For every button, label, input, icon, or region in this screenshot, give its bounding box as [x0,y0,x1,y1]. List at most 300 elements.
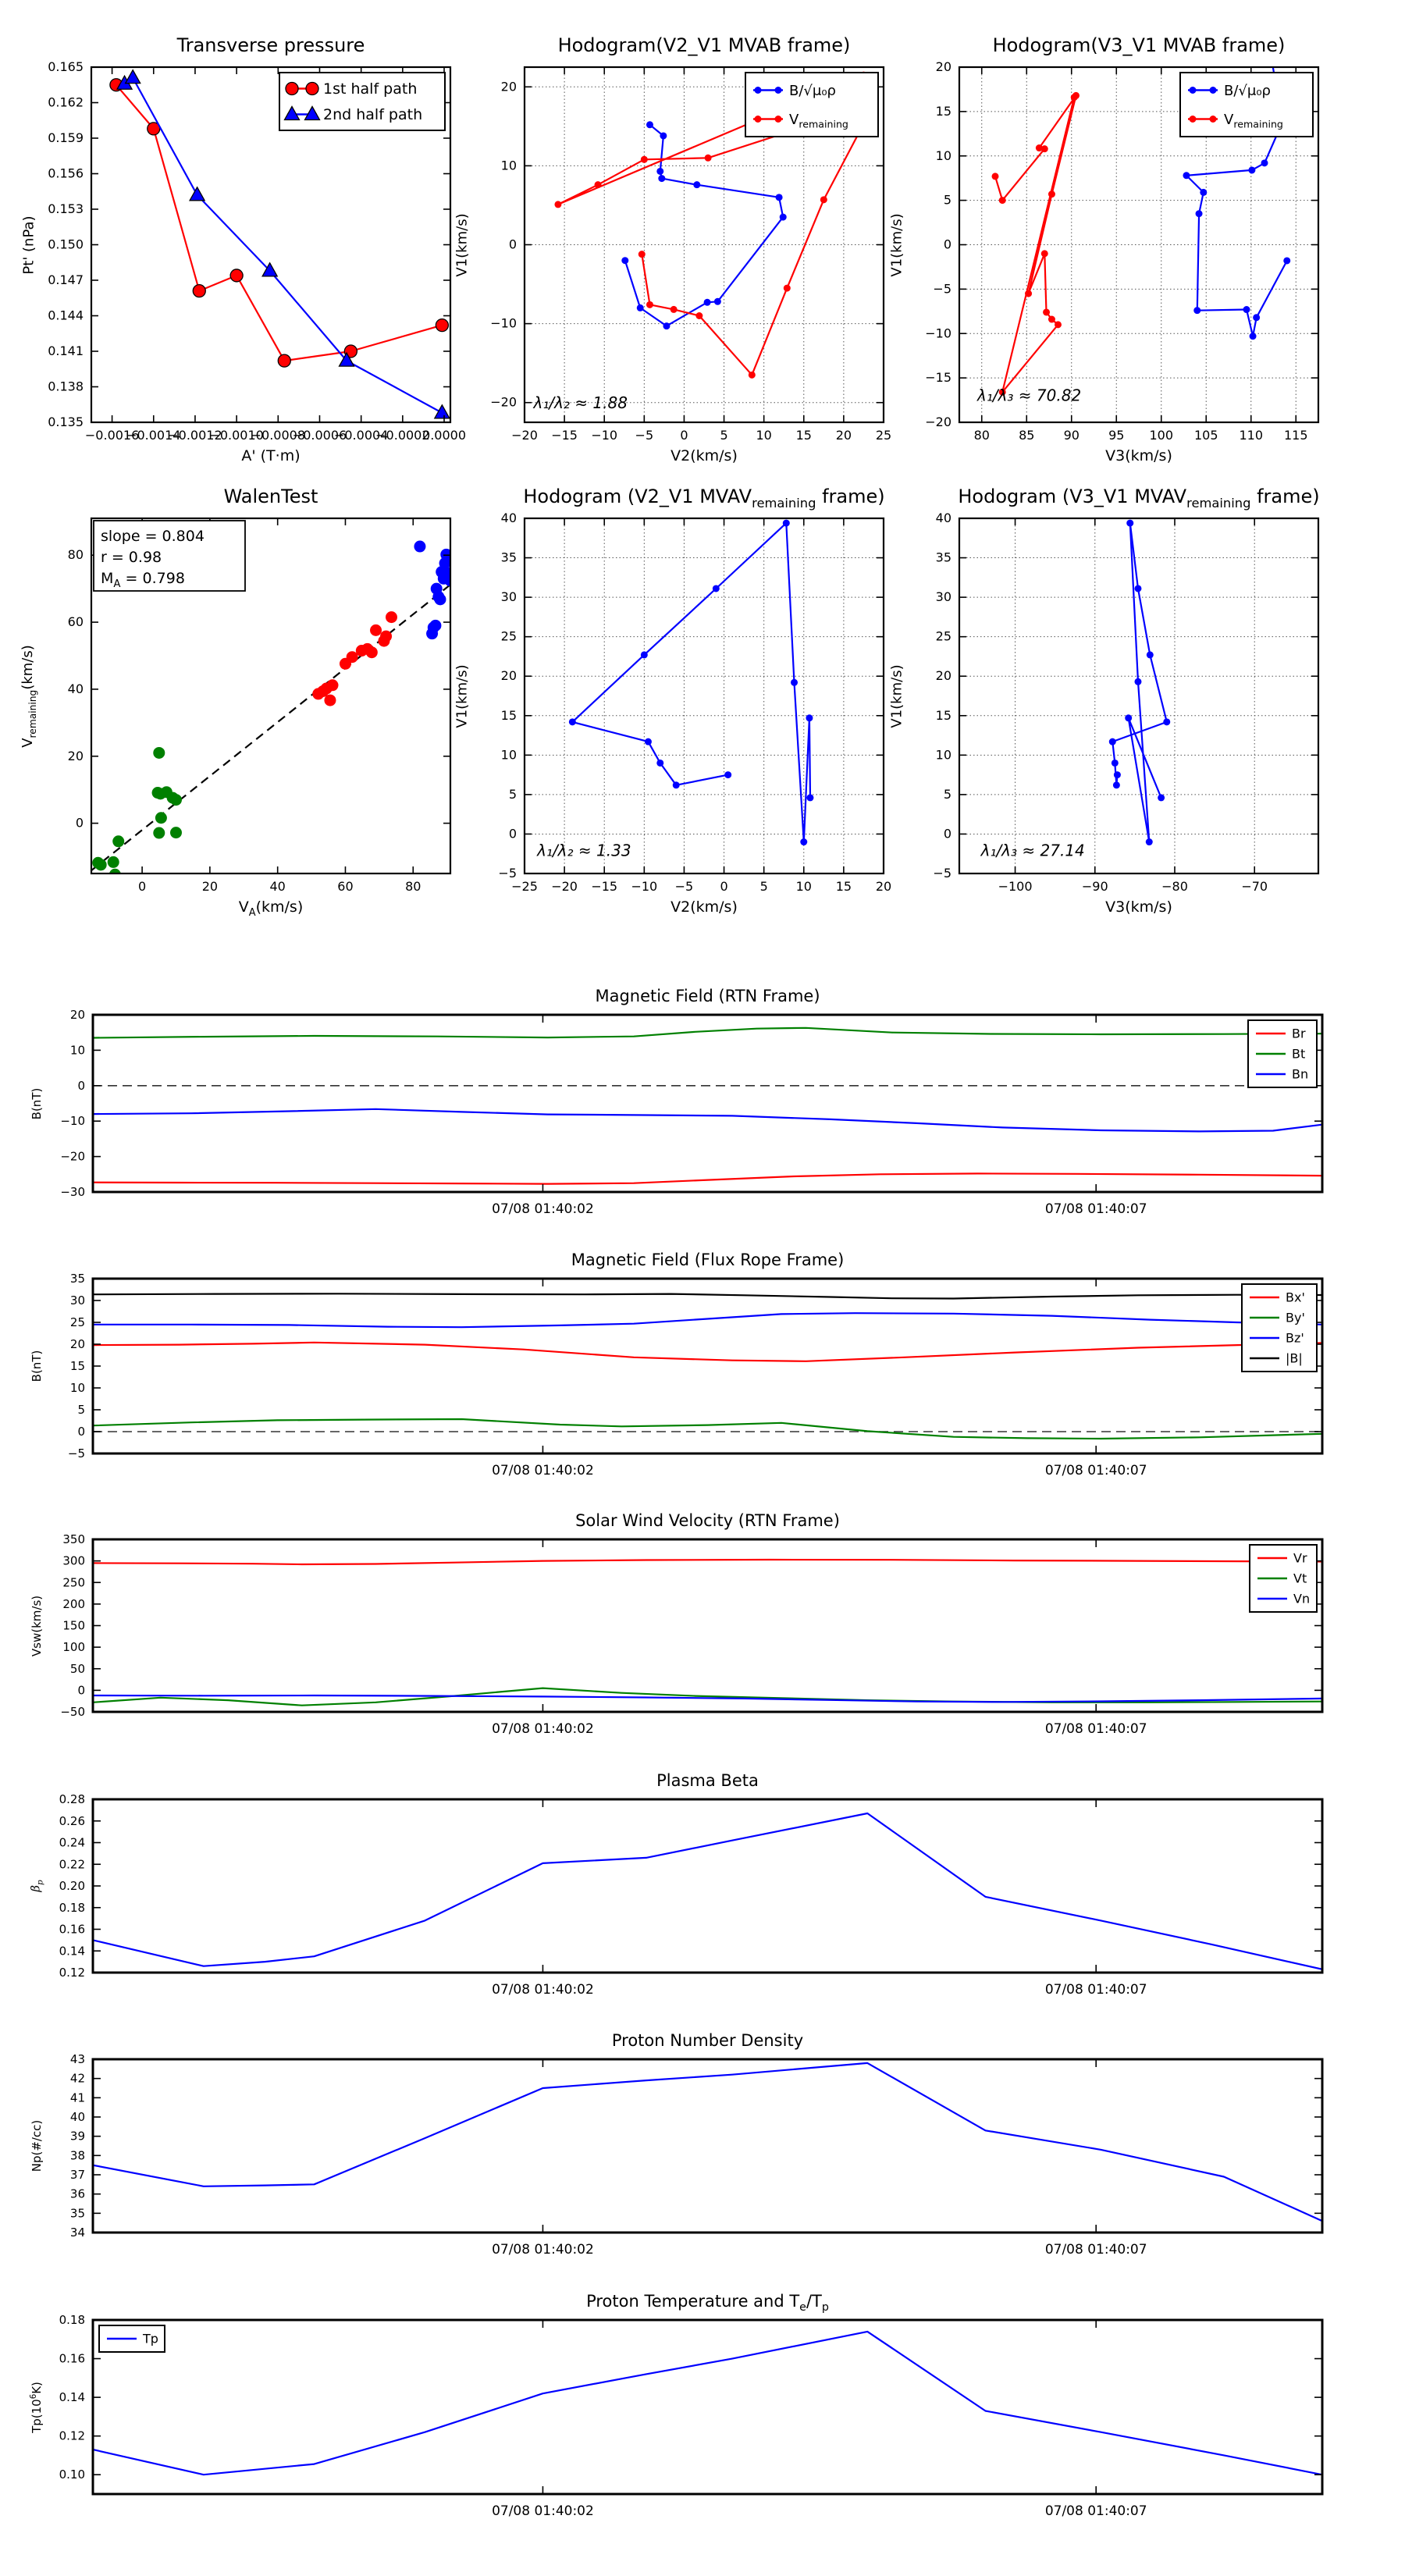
series-point-Vremaining [554,201,561,208]
legend-label: |B| [1286,1350,1303,1366]
y-tick-label: 0.150 [48,237,84,252]
y-tick-label: 20 [500,79,517,94]
x-axis-label: $V_A(km/s)$ [238,898,304,919]
x-tick-label: 07/08 01:40:07 [1044,1982,1147,1998]
x-tick-label: 25 [875,428,892,443]
legend-label: $V_{remaining}$ [1224,111,1283,130]
y-axis-label: V1(km/s) [888,664,905,728]
y-tick-label: 300 [62,1553,85,1568]
series-point-inbound [108,856,119,868]
y-tick-label: 250 [62,1575,85,1590]
series-point-B [1283,257,1290,264]
series-line-Vr [93,1560,1322,1564]
x-tick-label: 115 [1283,428,1308,443]
chart-c1 [48,59,466,443]
series-line-Bn [93,1109,1322,1132]
series-point-middle [326,679,338,691]
x-tick-label: 100 [1149,428,1174,443]
series-point-B [658,175,665,182]
y-tick-label: 200 [62,1596,85,1611]
chart-c4 [68,518,457,894]
annotation-text: λ₁/λ₂ ≈ 1.88 [533,393,628,412]
axes-border [93,1539,1322,1712]
legend-label: Tp [143,2331,158,2347]
y-tick-label: 10 [69,1043,85,1058]
x-tick-label: 20 [875,879,892,894]
series-point-Vremaining [1043,308,1050,315]
y-tick-label: 0.16 [59,1922,85,1937]
info-box-line: r = 0.98 [101,549,162,566]
y-tick-label: 0.14 [59,1944,85,1959]
x-tick-label: 5 [720,428,728,443]
legend-sample-marker [1210,87,1217,94]
info-box-line: slope = 0.804 [101,528,205,545]
y-axis-label: V1(km/s) [454,664,471,728]
y-axis-label: Np(#/cc) [30,2119,44,2172]
series-line-|B| [93,1293,1322,1298]
y-tick-label: 0.144 [48,308,84,323]
chart-c6 [933,511,1318,894]
y-tick-label: 40 [69,2110,85,2124]
y-tick-label: 0.20 [59,1879,85,1893]
legend-label: Vn [1293,1591,1311,1606]
chart-t2 [68,1272,1322,1478]
series-group [93,2332,1322,2475]
series-point-Vremaining [638,251,646,258]
series-point-inbound [112,835,124,847]
series-point-V [1114,771,1121,778]
y-tick-label: 10 [935,148,951,163]
x-tick-label: 07/08 01:40:07 [1044,2503,1147,2519]
y-tick-label: 100 [62,1640,85,1655]
legend-label: 2nd half path [323,106,423,124]
series-group [1109,520,1171,845]
series-point-middle [386,611,397,623]
chart-t5 [70,2052,1322,2258]
y-tick-label: 35 [935,550,951,565]
x-tick-label: −0.0012 [168,428,222,443]
series-point-V [1113,781,1120,788]
y-tick-label: 25 [935,628,951,644]
y-tick-label: 36 [69,2186,85,2201]
y-tick-label: 0.18 [59,1900,85,1915]
legend-label: Br [1292,1026,1306,1041]
x-tick-label: 20 [201,879,219,894]
y-tick-label: 0 [75,815,84,831]
legend [1242,1284,1317,1372]
series-point-Vremaining [1055,321,1062,328]
series-point-outbound [434,593,446,605]
series-point-V [783,520,790,527]
series-point-Vremaining [820,196,827,203]
y-tick-label: 0.24 [59,1835,85,1850]
y-tick-label: 0 [508,237,517,252]
y-tick-label: 25 [500,628,517,644]
x-tick-label: 15 [795,428,812,443]
y-tick-label: 35 [500,550,517,565]
y-axis-label: B(nT) [30,1350,44,1382]
y-tick-label: −20 [60,1149,85,1164]
series-point-V [800,838,807,845]
x-axis-label: V2(km/s) [670,898,738,916]
y-tick-label: 20 [935,59,951,74]
y-axis-label: Vsw(km/s) [30,1595,44,1656]
y-tick-label: 0.147 [48,272,84,287]
y-tick-label: 0.12 [59,1966,85,1980]
x-tick-label: −0.0008 [251,428,306,443]
series-point-Vremaining [595,181,602,188]
y-tick-label: 0 [508,826,517,841]
legend-label: Bz' [1286,1330,1304,1346]
legend-label: Vt [1293,1571,1307,1586]
x-tick-label: 0 [720,879,728,894]
series-point-Vremaining [695,312,702,319]
annotation-text: λ₁/λ₂ ≈ 1.33 [537,841,631,860]
y-tick-label: 0.26 [59,1813,85,1828]
series-point-outbound [414,541,425,553]
x-tick-label: 07/08 01:40:02 [492,1721,594,1737]
y-tick-label: 0.28 [59,1792,85,1806]
x-tick-label: 07/08 01:40:02 [492,1982,594,1998]
series-line-V [572,523,810,842]
x-tick-label: 85 [1019,428,1035,443]
series-point-2nd half path [190,187,205,201]
chart-c5 [498,511,891,894]
series-point-V [656,760,663,767]
x-tick-label: −0.0010 [209,428,264,443]
y-tick-label: 41 [69,2090,85,2105]
series-point-B [1248,166,1255,173]
y-axis-label: $Tp(10^6K)$ [30,2381,44,2433]
y-tick-label: 20 [67,748,84,763]
y-axis-label: V1(km/s) [454,212,471,277]
y-tick-label: 5 [943,786,951,802]
y-tick-label: 20 [935,668,951,684]
legend [1180,73,1313,137]
axes-border [93,1799,1322,1973]
axes-border [525,518,884,873]
legend [279,73,445,130]
legend [1248,1020,1317,1087]
y-tick-label: 10 [69,1381,85,1395]
series-point-V [1112,760,1119,767]
series-point-inbound [155,812,167,824]
series-point-B [1193,307,1200,314]
series-point-B [1261,159,1268,166]
x-axis-label: V3(km/s) [1105,898,1172,916]
series-point-1st half path [278,354,290,367]
series-point-V [1163,718,1170,725]
y-tick-label: 42 [69,2071,85,2086]
series-point-outbound [429,620,441,632]
x-tick-label: −0.0016 [84,428,140,443]
y-tick-label: 34 [69,2226,85,2240]
series-point-inbound [170,794,182,806]
x-tick-label: 07/08 01:40:02 [492,1201,594,1217]
series-point-B [656,168,663,175]
series-point-V [1147,651,1154,658]
series-point-V [1134,585,1141,592]
legend-sample-marker [286,83,298,95]
legend-label: Bt [1292,1046,1306,1062]
y-tick-label: 0.156 [48,165,84,181]
chart-t4 [59,1792,1322,1998]
x-tick-label: 15 [835,879,852,894]
x-tick-label: 10 [756,428,772,443]
series-point-middle [380,631,392,642]
series-point-2nd half path [126,70,140,84]
series-point-inbound [95,859,107,870]
series-point-V [1109,738,1116,745]
series-point-B [621,257,628,264]
series-line-Bt [93,1028,1322,1038]
series-point-B [776,194,783,201]
series-point-inbound [109,869,121,881]
chart-title-hodogram-v2v1-mvav: Hodogram (V2_V1 $MVAV_{remaining}$ frame) [523,486,885,511]
legend-label: B/√μ₀ρ [789,82,836,99]
series-point-Vremaining [1036,144,1043,151]
x-tick-label: −100 [998,879,1033,894]
series-group [93,1813,1322,1969]
y-tick-label: 0 [943,826,951,841]
series-point-V [1126,520,1133,527]
y-tick-label: 0 [943,237,951,252]
y-tick-label: 0.10 [59,2467,85,2482]
chart-t3 [60,1532,1322,1737]
info-box-line: $M_A = 0.798$ [101,570,185,590]
y-axis-label: $\beta_p$ [28,1880,45,1892]
x-tick-label: −0.0014 [126,428,181,443]
x-tick-label: −70 [1241,879,1268,894]
x-tick-label: 07/08 01:40:02 [492,2242,594,2258]
series-point-Vremaining [670,306,678,313]
series-point-V [569,718,576,725]
series-point-V [1158,794,1165,801]
series-point-Vremaining [999,197,1006,204]
series-group [93,1028,1322,1184]
y-tick-label: 5 [508,786,517,802]
legend-label: Vr [1293,1550,1307,1566]
x-tick-label: −10 [631,879,658,894]
x-tick-label: −10 [591,428,618,443]
series-line-Tp [93,2332,1322,2475]
chart-t1 [60,1008,1322,1217]
series-line-Vt [93,1688,1322,1706]
chart-title-hodogram-v3v1-mvab: Hodogram(V3_V1 MVAB frame) [992,34,1286,56]
chart-title-magnetic-field-rtn: Magnetic Field (RTN Frame) [595,987,820,1005]
y-axis-label: $V_{remaining}(km/s)$ [20,644,38,748]
series-point-V [673,781,680,788]
series-group [93,2063,1322,2221]
chart-title-hodogram-v2v1-mvab: Hodogram(V2_V1 MVAB frame) [557,34,851,56]
series-point-1st half path [230,269,243,282]
x-tick-label: 07/08 01:40:07 [1044,1463,1147,1478]
y-tick-label: 15 [935,707,951,723]
legend-sample-marker [1210,116,1217,123]
axes-border [93,1015,1322,1192]
y-tick-label: 30 [69,1293,85,1308]
y-tick-label: −5 [498,866,517,881]
legend-sample-marker [775,116,782,123]
y-tick-label: 37 [69,2168,85,2182]
series-point-B [1243,306,1250,313]
series-point-V [1146,838,1153,845]
y-tick-label: 43 [69,2052,85,2066]
x-tick-label: −15 [551,428,578,443]
series-line-beta_p [93,1813,1322,1969]
legend-sample-marker [1190,87,1197,94]
series-point-inbound [153,827,165,839]
x-tick-label: 07/08 01:40:07 [1044,1721,1147,1737]
series-point-1st half path [436,319,448,332]
series-point-B [637,304,644,311]
y-tick-label: 0.22 [59,1857,85,1872]
y-tick-label: 38 [69,2148,85,2163]
y-tick-label: 60 [67,614,84,630]
series-point-Vremaining [705,155,712,162]
y-tick-label: 35 [69,2206,85,2221]
y-tick-label: 350 [62,1532,85,1546]
chart-title-hodogram-v3v1-mvav: Hodogram (V3_V1 $MVAV_{remaining}$ frame) [958,486,1320,511]
annotation-text: λ₁/λ₃ ≈ 27.14 [980,841,1085,860]
annotation-text: λ₁/λ₃ ≈ 70.82 [977,386,1082,405]
chart-c3 [925,56,1318,443]
series-point-1st half path [193,285,205,297]
series-point-Vremaining [784,285,791,292]
y-tick-label: −50 [60,1705,85,1719]
x-tick-label: −0.0002 [375,428,430,443]
y-tick-label: 20 [500,668,517,684]
axes-border [93,1279,1322,1453]
x-tick-label: −25 [511,879,538,894]
series-point-B [646,121,653,128]
legend-sample-marker [1190,116,1197,123]
x-tick-label: 07/08 01:40:07 [1044,2242,1147,2258]
y-tick-label: 0.153 [48,201,84,216]
x-tick-label: 07/08 01:40:02 [492,2503,594,2519]
y-tick-label: 0 [77,1078,85,1093]
chart-title-plasma-beta: Plasma Beta [656,1771,759,1790]
series-line-Np [93,2063,1322,2221]
y-tick-label: 5 [77,1403,85,1417]
y-tick-label: 80 [67,547,84,563]
y-tick-label: 40 [935,511,951,525]
x-tick-label: 110 [1239,428,1264,443]
y-tick-label: 30 [935,589,951,605]
y-tick-label: −10 [490,315,517,331]
x-tick-label: −20 [551,879,578,894]
y-axis-label: B(nT) [30,1087,44,1119]
x-tick-label: 95 [1108,428,1125,443]
series-point-V [724,771,731,778]
y-tick-label: 10 [935,747,951,763]
x-tick-label: 0.0000 [422,428,467,443]
legend-sample-marker [775,87,782,94]
series-point-B [1253,314,1260,321]
y-axis-label: Pt' (nPa) [20,215,37,275]
x-tick-label: −0.0006 [292,428,347,443]
x-tick-label: 40 [269,879,286,894]
y-tick-label: 15 [935,103,951,119]
legend-label: By' [1286,1310,1305,1325]
y-tick-label: 0 [77,1683,85,1698]
x-tick-label: 07/08 01:40:07 [1044,1201,1147,1217]
series-line-Bx' [93,1343,1322,1361]
x-tick-label: 80 [405,879,422,894]
chart-title-proton-number-density: Proton Number Density [611,2031,804,2050]
y-tick-label: 10 [500,158,517,173]
chart-title-solar-wind-velocity: Solar Wind Velocity (RTN Frame) [575,1511,840,1530]
series-line-fit [91,585,450,870]
y-tick-label: −20 [490,394,517,410]
y-tick-label: 5 [943,192,951,208]
series-point-V [645,738,652,745]
y-tick-label: 0.141 [48,343,84,358]
x-tick-label: −5 [635,428,654,443]
y-tick-label: 15 [500,707,517,723]
series-point-inbound [170,827,182,838]
series-point-B [1250,333,1257,340]
y-tick-label: −20 [925,415,951,429]
y-tick-label: 0.159 [48,130,84,145]
legend [745,73,878,137]
series-point-V [1134,678,1141,685]
y-tick-label: 0.14 [59,2390,85,2405]
x-tick-label: 5 [759,879,768,894]
series-point-Vremaining [1048,190,1055,197]
y-tick-label: 30 [500,589,517,605]
chart-title-walen-test: WalenTest [223,486,318,507]
legend-label: Bn [1292,1066,1309,1082]
x-tick-label: −0.0004 [333,428,389,443]
series-point-V [806,794,813,801]
series-point-Vremaining [641,156,648,163]
series-point-Vremaining [1041,250,1048,257]
legend-label: 1st half path [323,80,418,98]
chart-t6 [59,2313,1322,2519]
y-axis-label: V1(km/s) [888,212,905,277]
series-group [93,1560,1322,1706]
y-tick-label: 0.162 [48,94,84,110]
series-point-middle [370,624,382,636]
series-point-B [1200,189,1207,196]
x-tick-label: 10 [795,879,812,894]
chart-title-magnetic-field-flux-rope: Magnetic Field (Flux Rope Frame) [571,1251,845,1269]
y-tick-label: 0.165 [48,59,84,74]
series-point-B [714,298,721,305]
y-tick-label: −10 [60,1114,85,1129]
y-tick-label: 10 [500,747,517,763]
x-axis-label: A' (T·m) [241,447,301,464]
y-tick-label: −5 [933,866,951,881]
series-point-Vremaining [749,372,756,379]
series-point-Vremaining [1025,290,1032,297]
series-point-B [693,181,700,188]
series-point-B [1183,172,1190,179]
legend-sample-marker [306,83,318,95]
series-point-Vremaining [992,173,999,180]
y-tick-label: 0 [77,1425,85,1439]
y-tick-label: 39 [69,2129,85,2144]
x-tick-label: −80 [1161,879,1188,894]
x-tick-label: −5 [674,879,694,894]
series-point-Vremaining [1048,316,1055,323]
x-tick-label: 90 [1063,428,1080,443]
x-tick-label: 60 [337,879,354,894]
y-tick-label: −30 [60,1185,85,1199]
x-tick-label: −20 [511,428,538,443]
series-line-Vremaining [995,95,1076,392]
